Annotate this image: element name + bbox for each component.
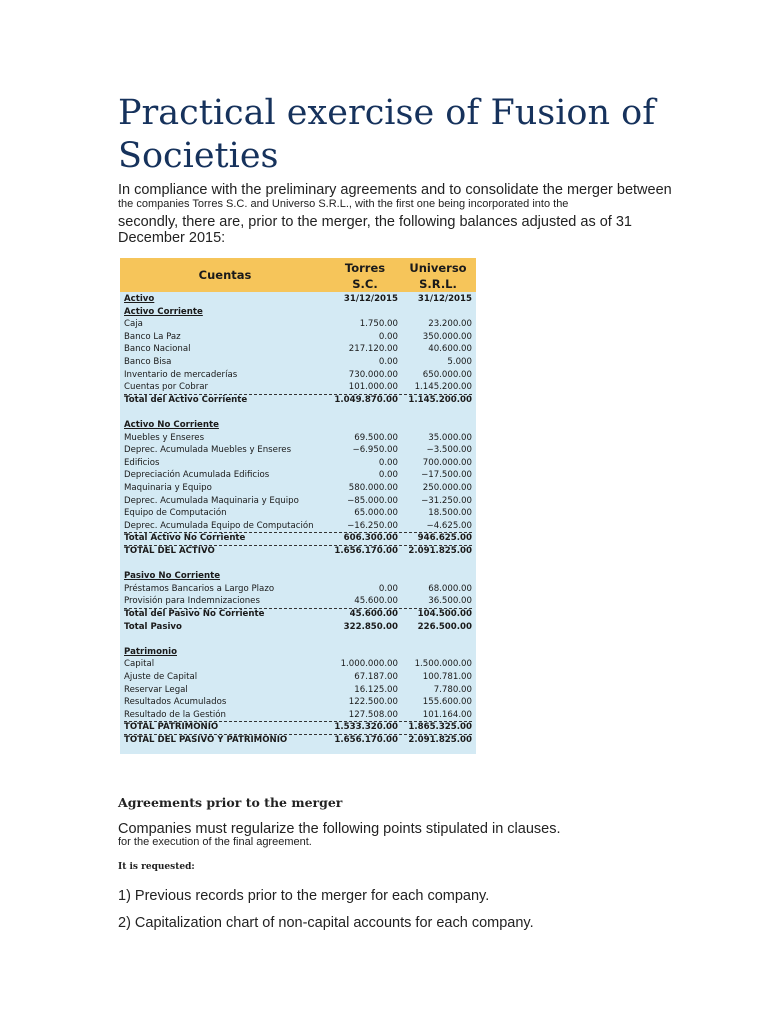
row-value-torres: 31/12/2015	[343, 294, 398, 304]
row-value-torres: 67.187.00	[354, 672, 398, 682]
row-value-universo: −17.500.00	[421, 470, 472, 481]
row-label: Patrimonio	[124, 646, 177, 657]
row-value-torres: 122.500.00	[348, 697, 398, 708]
row-label: Pasivo No Corriente	[124, 571, 221, 582]
row-value-universo: 650.000.00	[422, 369, 472, 380]
row-value-torres: 65.000.00	[354, 508, 398, 519]
row-value-torres: 217.120.00	[348, 344, 398, 355]
row-label: Préstamos Bancarios a Largo Plazo	[124, 583, 275, 594]
table-row	[124, 658, 472, 671]
row-value-universo: 23.200.00	[428, 319, 472, 330]
row-label: Banco La Paz	[124, 331, 181, 342]
row-value-torres: −6.950.00	[352, 445, 398, 456]
row-label: Total Pasivo	[124, 621, 182, 632]
row-label: Depreciación Acumulada Edificios	[124, 470, 270, 481]
row-label: Cuentas por Cobrar	[124, 382, 209, 393]
row-value-torres: 1.533.320.00	[334, 722, 398, 733]
row-label: Maquinaria y Equipo	[124, 483, 212, 493]
request-item-2: 2) Capitalization chart of non-capital accounts for each company.	[118, 915, 534, 931]
page-title: Practical exercise of Fusion of Societies	[118, 93, 656, 176]
row-label: Provisión para Indemnizaciones	[124, 596, 260, 607]
row-value-universo: 155.600.00	[422, 697, 472, 708]
row-value-torres: 16.125.00	[354, 684, 398, 695]
agreements-line-2: for the execution of the final agreement.	[118, 836, 312, 848]
row-value-universo: 35.000.00	[428, 432, 472, 443]
row-value-universo: 104.500.00	[417, 609, 472, 619]
row-value-torres: 127.508.00	[348, 709, 398, 720]
row-value-torres: 0.00	[378, 331, 398, 342]
table-row	[124, 432, 472, 445]
row-value-universo: 7.780.00	[433, 684, 472, 695]
row-value-universo: 250.000.00	[422, 483, 472, 493]
table-row	[124, 507, 472, 520]
table-row	[124, 306, 472, 319]
row-value-torres: 0.00	[378, 470, 398, 481]
row-value-torres: 1.049.870.00	[334, 394, 398, 405]
row-value-torres: −85.000.00	[347, 495, 398, 506]
table-row	[124, 394, 472, 407]
table-row	[124, 457, 472, 470]
table-row	[124, 696, 472, 709]
row-label: Resultado de la Gestión	[124, 709, 227, 720]
row-value-torres: 606.300.00	[343, 533, 398, 544]
row-value-universo: 100.781.00	[422, 672, 472, 682]
row-label: Deprec. Acumulada Maquinaria y Equipo	[124, 495, 299, 506]
table-row	[124, 444, 472, 457]
row-value-universo: 40.600.00	[428, 344, 472, 355]
column-header-cuentas: Cuentas	[198, 268, 252, 282]
row-label: Resultados Acumulados	[124, 697, 227, 708]
row-value-universo: 226.500.00	[417, 621, 472, 632]
table-row	[124, 331, 472, 344]
agreements-line-1: Companies must regularize the following points stipulated in clauses.	[118, 821, 561, 837]
row-label: Ajuste de Capital	[124, 672, 198, 682]
row-label: Banco Bisa	[124, 357, 172, 367]
row-value-universo: 946.625.00	[417, 533, 472, 544]
intro-line-1: In compliance with the preliminary agreements and to consolidate the merger between	[118, 182, 672, 198]
row-label: Edificios	[124, 457, 160, 468]
row-value-universo: 68.000.00	[428, 583, 472, 594]
row-value-universo: 700.000.00	[422, 457, 472, 468]
row-label: Inventario de mercaderías	[124, 369, 238, 380]
row-value-torres: 0.00	[378, 457, 398, 468]
table-spacer-row	[124, 633, 472, 646]
row-value-torres: 322.850.00	[343, 621, 398, 632]
table-row	[124, 520, 472, 534]
row-value-universo: −4.625.00	[426, 520, 472, 531]
table-row	[124, 621, 472, 634]
table-row	[124, 709, 472, 723]
table-row	[124, 356, 472, 369]
row-label: TOTAL DEL PASIVO Y PATRIMONIO	[124, 735, 288, 745]
requested-label: It is requested:	[118, 862, 195, 872]
table-row	[124, 343, 472, 356]
row-value-torres: 1.656.170.00	[334, 735, 398, 745]
table-row	[124, 532, 472, 546]
row-value-torres: 101.000.00	[348, 382, 398, 393]
row-label: Muebles y Enseres	[124, 432, 205, 443]
row-value-universo: 101.164.00	[422, 709, 472, 720]
table-row	[124, 469, 472, 482]
row-value-universo: −31.250.00	[421, 495, 472, 506]
row-value-torres: 730.000.00	[348, 369, 398, 380]
balance-table	[120, 258, 476, 754]
table-row	[124, 721, 472, 735]
row-value-universo: 2.091.825.00	[408, 546, 472, 556]
row-value-universo: 5.000	[447, 357, 472, 367]
row-label: Total del Pasivo No Corriente	[124, 609, 265, 619]
table-row	[124, 381, 472, 395]
row-value-torres: 0.00	[378, 583, 398, 594]
agreements-heading: Agreements prior to the merger	[118, 795, 343, 810]
column-header-universo: Universo S.R.L.	[409, 261, 467, 291]
row-value-torres: −16.250.00	[347, 520, 398, 531]
row-value-universo: 31/12/2015	[417, 294, 472, 304]
table-row	[124, 482, 472, 495]
table-row	[124, 570, 472, 583]
row-value-universo: −3.500.00	[426, 445, 472, 456]
row-label: Capital	[124, 659, 155, 670]
table-row	[124, 595, 472, 609]
table-row	[124, 646, 472, 659]
row-value-torres: 580.000.00	[348, 483, 398, 493]
row-value-torres: 69.500.00	[354, 432, 398, 443]
row-value-universo: 36.500.00	[428, 596, 472, 607]
row-value-torres: 45.600.00	[349, 609, 398, 619]
row-label: Caja	[124, 319, 143, 330]
table-row	[124, 684, 472, 697]
table-header	[120, 258, 476, 292]
table-spacer-row	[124, 406, 472, 419]
row-value-universo: 1.145.200.00	[408, 394, 472, 405]
row-value-universo: 1.865.325.00	[408, 722, 472, 733]
table-row	[124, 369, 472, 382]
row-value-universo: 1.145.200.00	[414, 382, 472, 393]
row-label: Total del Activo Corriente	[124, 394, 248, 405]
table-row	[124, 734, 472, 747]
table-row	[124, 318, 472, 331]
row-label: TOTAL PATRIMONIO	[124, 722, 219, 733]
intro-line-3: secondly, there are, prior to the merger, the following balances adjusted as of 31 December 2015:	[118, 214, 632, 246]
table-row	[124, 293, 472, 306]
row-label: Reservar Legal	[124, 684, 188, 695]
row-label: Activo	[124, 294, 155, 304]
row-label: Deprec. Acumulada Muebles y Enseres	[124, 445, 292, 456]
row-label: Activo No Corriente	[124, 420, 219, 430]
row-label: Banco Nacional	[124, 344, 191, 355]
row-value-universo: 1.500.000.00	[414, 659, 472, 670]
table-spacer-row	[124, 558, 472, 571]
row-value-torres: 45.600.00	[354, 596, 398, 607]
row-label: Activo Corriente	[124, 306, 203, 317]
table-row	[124, 545, 472, 558]
column-header-torres: Torres S.C.	[344, 261, 386, 291]
request-item-1: 1) Previous records prior to the merger for each company.	[118, 888, 490, 904]
table-row	[124, 419, 472, 432]
table-row	[124, 583, 472, 596]
row-value-torres: 1.000.000.00	[340, 659, 398, 670]
table-row	[124, 495, 472, 508]
row-value-universo: 18.500.00	[428, 508, 472, 519]
row-label: Equipo de Computación	[124, 508, 227, 519]
row-value-universo: 2.091.825.00	[408, 735, 472, 745]
intro-line-2: the companies Torres S.C. and Universo S.R.L., with the first one being incorporated into the	[118, 198, 569, 210]
row-value-torres: 0.00	[378, 357, 398, 367]
table-row	[124, 671, 472, 684]
row-value-torres: 1.656.170.00	[334, 546, 398, 556]
row-label: Total Activo No Corriente	[124, 533, 246, 544]
table-row	[124, 608, 472, 621]
row-label: TOTAL DEL ACTIVO	[124, 546, 215, 556]
row-value-universo: 350.000.00	[422, 331, 472, 342]
row-label: Deprec. Acumulada Equipo de Computación	[124, 520, 314, 531]
row-value-torres: 1.750.00	[359, 319, 398, 330]
